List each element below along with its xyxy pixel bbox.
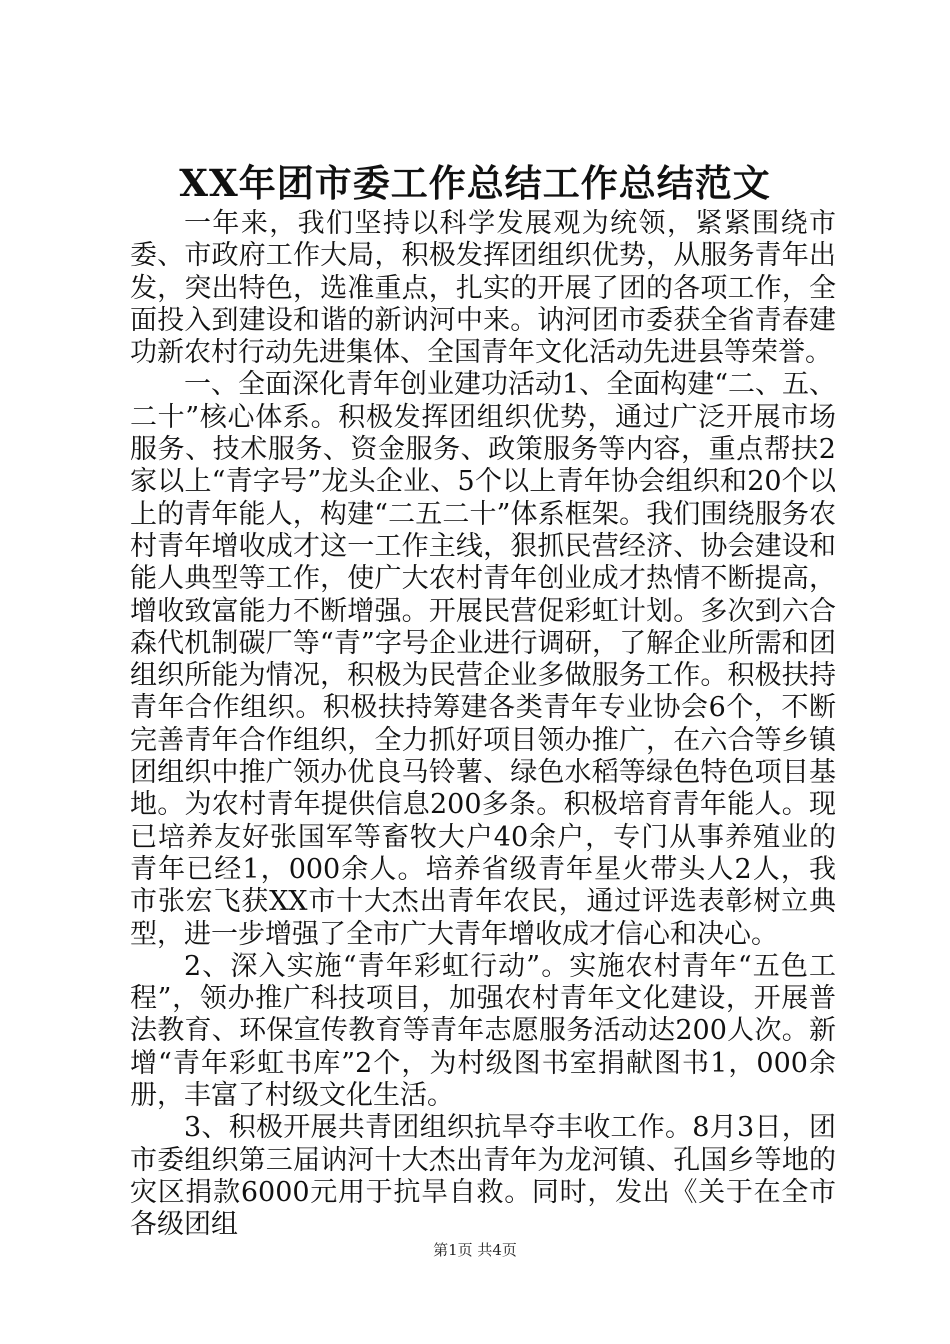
document-body: [130, 208, 836, 1242]
page-number-footer: 第1页 共4页: [433, 1241, 517, 1259]
paragraph-section-3: 3、积极开展共青团组织抗旱夺丰收工作。8月3日，团市委组织第三届讷河十大杰出青年为龙河镇、孔国乡等地的灾区捐款6000元用于抗旱自救。同时，发出《关于在全市各级团组: [130, 1112, 836, 1241]
paragraph-intro: 一年来，我们坚持以科学发展观为统领，紧紧围绕市委、市政府工作大局，积极发挥团组织优势，从服务青年出发，突出特色，选准重点，扎实的开展了团的各项工作，全面投入到建设和谐的新讷河中来。讷河团市委获全省青春建功新农村行动先进集体、全国青年文化活动先进县等荣誉。: [130, 208, 836, 369]
paragraph-section-2: 2、深入实施“青年彩虹行动”。实施农村青年“五色工程”，领办推广科技项目，加强农村青年文化建设，开展普法教育、环保宣传教育等青年志愿服务活动达200人次。新增“青年彩虹书库”2个，为村级图书室捐献图书1，000余册，丰富了村级文化生活。: [130, 950, 836, 1112]
document-title: XX年团市委工作总结工作总结范文: [179, 161, 771, 205]
paragraph-section-1: 一、全面深化青年创业建功活动1、全面构建“二、五、二十”核心体系。积极发挥团组织优势，通过广泛开展市场服务、技术服务、资金服务、政策服务等内容，重点帮扶2家以上“青字号”龙头企业、5个以上青年协会组织和20个以上的青年能人，构建“二五二十”体系框架。我们围绕服务农村青年增收成才这一工作主线，狠抓民营经济、协会建设和能人典型等工作，使广大农村青年创业成才热情不断提高，增收致富能力不断增强。开展民营促彩虹计划。多次到六合森代机制碳厂等“青”字号企业进行调研，了解企业所需和团组织所能为情况，积极为民营企业多做服务工作。积极扶持青年合作组织。积极扶持筹建各类青年专业协会6个，不断完善青年合作组织，全力抓好项目领办推广，在六合等乡镇团组织中推广领办优良马铃薯、绿色水稻等绿色特色项目基地。为农村青年提供信息200多条。积极培育青年能人。现已培养友好张国军等畜牧大户40余户，专门从事养殖业的青年已经1，000余人。培养省级青年星火带头人2人，我市张宏飞获XX市十大杰出青年农民，通过评选表彰树立典型，进一步增强了全市广大青年增收成才信心和决心。: [130, 369, 836, 950]
